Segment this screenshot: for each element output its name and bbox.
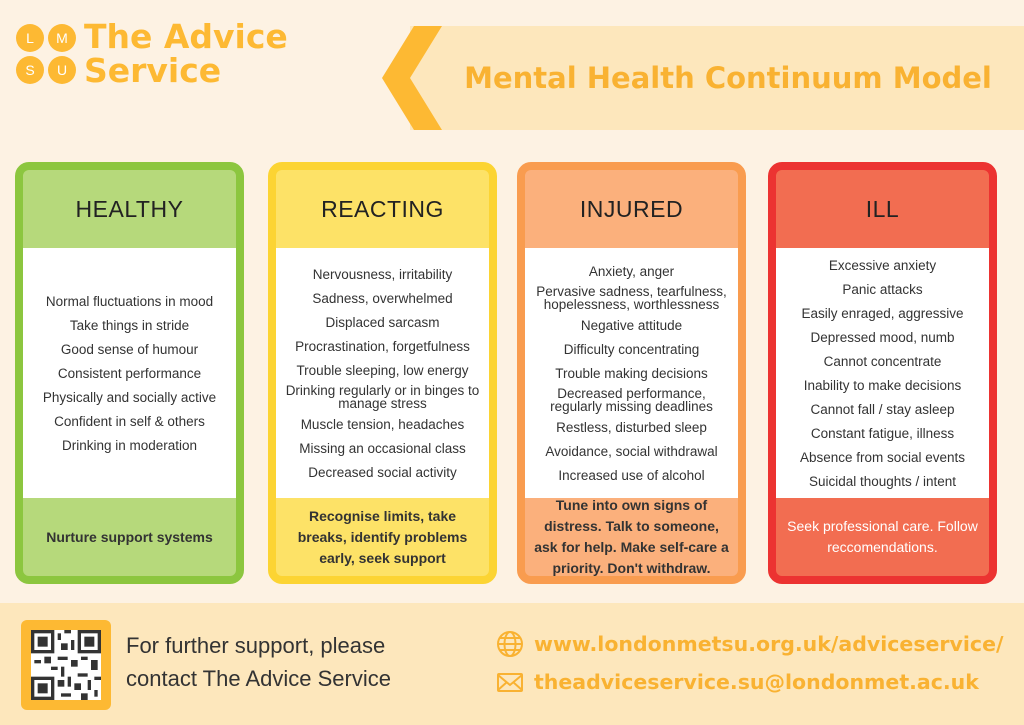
list-item: Cannot concentrate bbox=[823, 353, 942, 369]
list-item: Good sense of humour bbox=[60, 341, 199, 357]
list-item: Consistent performance bbox=[57, 365, 202, 381]
list-item: Inability to make decisions bbox=[803, 377, 962, 393]
list-item: Trouble making decisions bbox=[555, 365, 708, 381]
logo-letter: M bbox=[48, 24, 76, 52]
list-item: Difficulty concentrating bbox=[563, 341, 700, 357]
list-item: Procrastination, forgetfulness bbox=[295, 338, 470, 354]
column-action: Recognise limits, take breaks, identify problems early, seek support bbox=[297, 507, 468, 566]
list-item: Normal fluctuations in mood bbox=[45, 293, 214, 309]
column-healthy bbox=[15, 162, 244, 584]
chevron-left-icon bbox=[382, 26, 442, 130]
list-item: Decreased performance, regularly missing deadlines bbox=[550, 386, 713, 414]
logo-letter: U bbox=[48, 56, 76, 84]
list-item: Cannot fall / stay asleep bbox=[810, 401, 955, 417]
list-item: Displaced sarcasm bbox=[325, 314, 440, 330]
email-link[interactable]: theadviceservice.su@londonmet.ac.uk bbox=[534, 670, 979, 694]
column-ill bbox=[768, 162, 997, 584]
column-action: Tune into own signs of distress. Talk to someone, ask for help. Make self-care a priority. Don't withdraw. bbox=[534, 497, 729, 576]
list-item: Excessive anxiety bbox=[828, 257, 937, 273]
logo-mark bbox=[16, 24, 76, 84]
qr-code-icon[interactable] bbox=[21, 620, 111, 710]
page-title: Mental Health Continuum Model bbox=[464, 61, 992, 95]
list-item: Constant fatigue, illness bbox=[810, 425, 955, 441]
column-reacting bbox=[268, 162, 497, 584]
list-item: Drinking regularly or in binges to manage stress bbox=[285, 383, 480, 411]
qr-code-pattern bbox=[31, 630, 101, 700]
list-item: Easily enraged, aggressive bbox=[801, 305, 964, 321]
column-action: Nurture support systems bbox=[46, 528, 213, 545]
column-heading: HEALTHY bbox=[75, 195, 184, 222]
logo-letter: S bbox=[16, 56, 44, 84]
list-item: Physically and socially active bbox=[42, 389, 217, 405]
website-row[interactable] bbox=[496, 630, 1003, 658]
list-item: Restless, disturbed sleep bbox=[556, 419, 707, 435]
symptom-list bbox=[776, 248, 989, 498]
list-item: Negative attitude bbox=[580, 317, 683, 333]
brand-name-line1: The Advice bbox=[84, 17, 288, 56]
list-item: Trouble sleeping, low energy bbox=[296, 362, 469, 378]
list-item: Sadness, overwhelmed bbox=[312, 290, 453, 306]
globe-icon bbox=[496, 630, 524, 658]
list-item: Take things in stride bbox=[69, 317, 190, 333]
list-item: Muscle tension, headaches bbox=[300, 416, 465, 432]
list-item: Nervousness, irritability bbox=[312, 266, 453, 282]
website-link[interactable]: www.londonmetsu.org.uk/adviceservice/ bbox=[534, 632, 1004, 656]
column-heading: INJURED bbox=[579, 195, 684, 222]
contact-text bbox=[126, 629, 391, 695]
list-item: Absence from social events bbox=[799, 449, 966, 465]
contact-line2: contact The Advice Service bbox=[126, 666, 391, 691]
list-item: Depressed mood, numb bbox=[810, 329, 955, 345]
brand-name-line2: Service bbox=[84, 51, 222, 90]
column-action: Seek professional care. Follow reccomendations. bbox=[787, 518, 978, 555]
column-heading: ILL bbox=[865, 195, 900, 222]
column-injured bbox=[517, 162, 746, 584]
brand-logo bbox=[16, 17, 288, 90]
column-heading: REACTING bbox=[321, 195, 444, 222]
list-item: Panic attacks bbox=[842, 281, 923, 297]
envelope-icon bbox=[496, 668, 524, 696]
list-item: Missing an occasional class bbox=[299, 440, 466, 456]
title-banner bbox=[382, 26, 1024, 130]
brand-name bbox=[84, 17, 288, 90]
list-item: Increased use of alcohol bbox=[558, 467, 705, 483]
symptom-list bbox=[525, 248, 738, 498]
list-item: Decreased social activity bbox=[308, 464, 457, 480]
list-item: Suicidal thoughts / intent bbox=[808, 473, 957, 489]
list-item: Confident in self & others bbox=[54, 413, 205, 429]
list-item: Pervasive sadness, tearfulness, hopelessness, worthlessness bbox=[536, 284, 727, 312]
symptom-list bbox=[23, 248, 236, 498]
list-item: Drinking in moderation bbox=[61, 437, 198, 453]
email-row[interactable] bbox=[496, 668, 979, 696]
contact-line1: For further support, please bbox=[126, 633, 386, 658]
logo-letter: L bbox=[16, 24, 44, 52]
footer bbox=[0, 603, 1024, 725]
symptom-list bbox=[276, 248, 489, 498]
list-item: Avoidance, social withdrawal bbox=[545, 443, 718, 459]
list-item: Anxiety, anger bbox=[588, 263, 675, 279]
